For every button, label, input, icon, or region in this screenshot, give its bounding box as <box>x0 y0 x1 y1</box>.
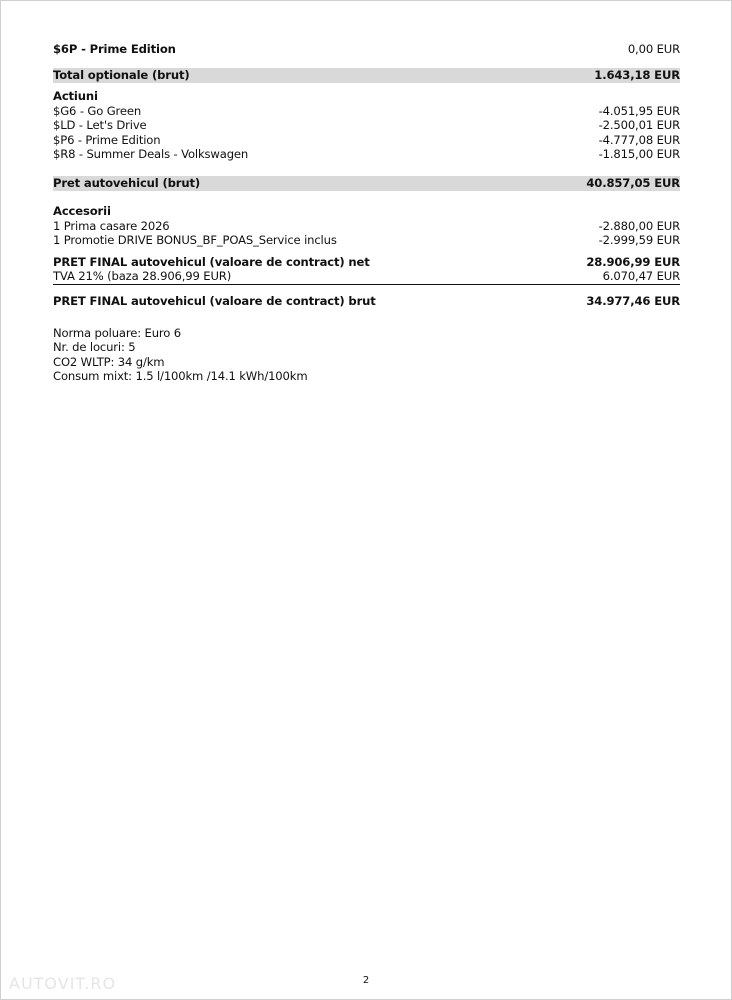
total-optionale-label: Total optionale (brut) <box>53 67 190 82</box>
accesoriu-amount: -2.880,00 EUR <box>598 218 680 233</box>
option-label: $6P - Prime Edition <box>53 42 176 56</box>
pret-autovehicul-row <box>53 176 680 191</box>
total-optionale-row <box>53 68 680 83</box>
option-amount: 0,00 EUR <box>627 42 680 56</box>
pret-autovehicul-label: Pret autovehicul (brut) <box>53 175 200 190</box>
pret-final-net-label: PRET FINAL autovehicul (valoare de contract) net <box>53 254 370 269</box>
option-row-prime-edition <box>53 42 680 57</box>
spec-line: Consum mixt: 1.5 l/100km /14.1 kWh/100km <box>53 369 308 383</box>
total-optionale-amount: 1.643,18 EUR <box>594 67 680 82</box>
pret-final-brut-row <box>53 294 680 309</box>
pret-final-brut-amount: 34.977,46 EUR <box>586 294 680 308</box>
price-breakdown <box>53 41 680 384</box>
spec-line: Norma poluare: Euro 6 <box>53 325 181 340</box>
accesorii-title: Accesorii <box>53 203 111 218</box>
actiune-label: $G6 - Go Green <box>53 103 142 118</box>
tva-row <box>53 269 680 285</box>
actiune-label: $LD - Let's Drive <box>53 118 147 132</box>
pret-autovehicul-amount: 40.857,05 EUR <box>586 175 680 190</box>
spec-line: CO2 WLTP: 34 g/km <box>53 354 165 369</box>
spec-line: Nr. de locuri: 5 <box>53 340 136 354</box>
actiune-amount: -1.815,00 EUR <box>598 147 680 161</box>
accesoriu-row <box>53 219 680 234</box>
accesoriu-amount: -2.999,59 EUR <box>598 233 680 247</box>
pret-final-net-amount: 28.906,99 EUR <box>586 254 680 269</box>
actiune-amount: -4.051,95 EUR <box>598 103 680 118</box>
accesorii-list <box>53 219 680 248</box>
tva-amount: 6.070,47 EUR <box>602 269 680 283</box>
vehicle-specs <box>53 326 680 384</box>
actiuni-title: Actiuni <box>53 88 98 103</box>
page-number: 2 <box>362 975 370 986</box>
actiuni-list <box>53 104 680 162</box>
actiune-label: $R8 - Summer Deals - Volkswagen <box>53 147 249 161</box>
actiune-label: $P6 - Prime Edition <box>53 132 161 147</box>
accesoriu-row <box>53 233 680 248</box>
pret-final-brut-label: PRET FINAL autovehicul (valoare de contract) brut <box>53 294 376 308</box>
actiuni-row <box>53 147 680 162</box>
actiune-amount: -4.777,08 EUR <box>598 132 680 147</box>
actiuni-row <box>53 133 680 148</box>
accesoriu-label: 1 Promotie DRIVE BONUS_BF_POAS_Service inclus <box>53 233 337 247</box>
pret-final-net-row <box>53 255 680 270</box>
watermark-logo: AUTOVIT.RO <box>9 974 117 993</box>
actiuni-row <box>53 104 680 119</box>
actiune-amount: -2.500,01 EUR <box>598 118 680 132</box>
actiuni-row <box>53 118 680 133</box>
accesoriu-label: 1 Prima casare 2026 <box>53 218 170 233</box>
tva-label: TVA 21% (baza 28.906,99 EUR) <box>53 269 232 283</box>
